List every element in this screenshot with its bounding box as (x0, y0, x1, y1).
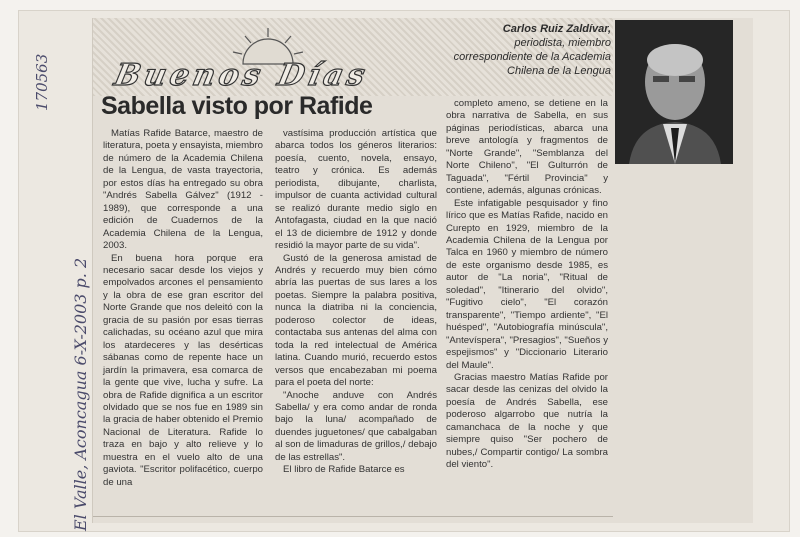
handwritten-id-number: 170563 (33, 53, 51, 111)
article-column-1 (103, 128, 263, 489)
author-name: Carlos Ruiz Zaldívar, (502, 23, 611, 35)
column-2-paragraph-1: vastísima producción artística que abarca todos los géneros literarios: poesía, cuento, novela, ensayo, teatro y crónica. Es además periodista, dibujante, charlista, impulsor de cuanta actividad cultural se realizó durante medio siglo en Antofagasta, ciudad en la que nació el 13 de diciembre de 1912 y donde residió la mayor parte de su vida". (275, 128, 437, 252)
column-3-paragraph-2: Este infatigable pesquisador y fino lírico que es Matías Rafide, nacido en Curepto en 1929, miembro de la Academia Chilena de la Lengua por Talca en 1960 y miembro de número de este organismo desde 1985, es autor de "La noria", "Ritual de soledad", "Itinerario del olvido", "Fugitivo cielo", "El corazón transparente", "Tiempo ardiente", "El huésped", "Autobiografía minúscula", "Antevíspera", "Presagios", "Sueños y espejismos" y "Diccionario Literario del Maule". (446, 197, 608, 371)
author-role-line-3: Chilena de la Lengua (507, 65, 611, 77)
column-2-paragraph-4: El libro de Rafide Batarce es (283, 464, 405, 476)
column-1-paragraph-1: Matías Rafide Batarce, maestro de literatura, poeta y ensayista, miembro de número de la Academia Chilena de la Lengua, de vasta trayectoria, por estos días ha entregado su obra "Andrés Sabella Gálvez" (1912 - 1989), que corresponde a una edición de Cuadernos de la Academia Chilena de la Lengua, 2003. (103, 128, 263, 252)
handwritten-source-note: El Valle, Aconcagua 6-X-2003 p. 2 (71, 257, 90, 531)
author-byline (391, 22, 611, 78)
article-headline: Sabella visto por Rafide (101, 92, 373, 120)
newspaper-clipping (92, 18, 753, 523)
article-column-2 (275, 128, 437, 477)
clipping-cut-line (93, 516, 613, 517)
author-role-line-1: periodista, miembro (514, 37, 611, 49)
article-column-3 (446, 98, 608, 472)
column-2-paragraph-3: "Anoche anduve con Andrés Sabella/ y era como andar de ronda bajo la luna/ acompañado de duendes juguetones/ que cabalgaban al son de limaduras de grillos,/ debajo de las estrellas". (275, 389, 437, 463)
column-2-paragraph-2: Gustó de la generosa amistad de Andrés y recuerdo muy bien cómo abría las puertas de sus lares a los poetas. Siempre la palabra positiva, nunca la diatriba ni la conciencia, poderoso colector de ideas, contactaba sus antenas del alma con toda la red intelectual de América latina. Cuando murió, recuerdo estos versos que encabezaban mi poema para el poeta del norte: (275, 252, 437, 389)
column-3-paragraph-3: Gracias maestro Matías Rafide por sacar desde las cenizas del olvido la poesía de Andrés Sabella, ese poderoso algarrobo que nutría la camanchaca de la noche y que siempre quiso "Ser pochero de nubes,/ Compartir contigo/ La sombra del viento". (446, 371, 608, 471)
author-role-line-2: correspondiente de la Academia (453, 51, 611, 63)
column-1-paragraph-2: En buena hora porque era necesario sacar desde los viejos y empolvados arcones el pensamiento y la obra de ese gran escritor del Norte Grande que nos deleitó con la gracia de su pasión por esas tierras calichadas, su océano azul que mira los atardeceres y las desérticas sábanas como de repente hace un jardín la primavera, esa comarca de la gente que vive, lucha y sufre. La obra de Rafide dignifica a un escritor olvidado que se nos fue en 1989 sin la gracia de haber obtenido el Premio Nacional de Literatura. Rafide lo traza en bajo y alto relieve y lo muestra en el vuelo alto de una gaviota. "Escritor polifacético, cuerpo de una (103, 252, 263, 488)
column-logo: Buenos Días (111, 58, 372, 93)
author-photo (615, 20, 733, 164)
column-3-paragraph-1: completo ameno, se detiene en la obra narrativa de Sabella, en sus páginas periodísticas, abarca una breve antología y fragmentos de "Norte Grande", "Semblanza del Norte Chileno", "El Gulturrón de Taguada", "Fértil Provincia" y contiene, además, algunas crónicas. (446, 98, 608, 197)
